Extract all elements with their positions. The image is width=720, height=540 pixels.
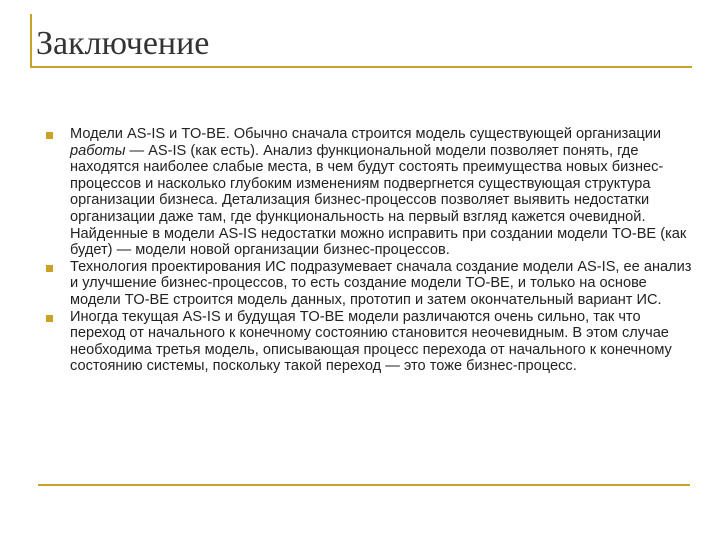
bullet-item-2 bbox=[44, 259, 694, 309]
square-bullet-icon bbox=[46, 132, 53, 139]
bullet-1-text-end: — AS-IS (как есть). Анализ функциональной модели позволяет понять, где находятся наиболее слабые места, в чем будут состоять преимущества новых бизнес-процессов и насколько глубоким изменениям подвергнется существующая структура организации бизнеса. Детализация бизнес-процессов позволяет выявить недостатки организации даже там, где функциональность на первый взгляд кажется очевидной. Найденные в модели AS-IS недостатки можно исправить при создании модели TO-BE (как будет) — модели новой организации бизнес-процессов. bbox=[70, 142, 687, 259]
footer-rule bbox=[38, 484, 690, 486]
slide-title: Заключение bbox=[36, 25, 210, 62]
bullet-2-text: Технология проектирования ИС подразумевает сначала создание модели AS-IS, ее анализ и улучшение бизнес-процессов, то есть создание модели TO-BE, и только на основе модели TO-BE строится модель данных, прототип и затем окончательный вариант ИС. bbox=[70, 258, 692, 308]
bullet-3-text: Иногда текущая AS-IS и будущая TO-BE модели различаются очень сильно, так что переход от начального к конечному состоянию становится неочевидным. В этом случае необходима третья модель, описывающая процесс перехода от начального к конечному состоянию системы, поскольку такой переход — это тоже бизнес-процесс. bbox=[70, 308, 672, 375]
bullet-1-text-italic: работы bbox=[70, 142, 126, 159]
title-underline bbox=[30, 66, 692, 68]
title-frame-vertical-line bbox=[30, 14, 32, 66]
bullet-list bbox=[44, 126, 694, 375]
square-bullet-icon bbox=[46, 315, 53, 322]
bullet-1-text-start: Модели AS-IS и TO-BE. Обычно сначала строится модель существующей организации bbox=[70, 126, 662, 142]
square-bullet-icon bbox=[46, 265, 53, 272]
bullet-item-1 bbox=[44, 126, 694, 259]
bullet-item-3 bbox=[44, 309, 694, 375]
